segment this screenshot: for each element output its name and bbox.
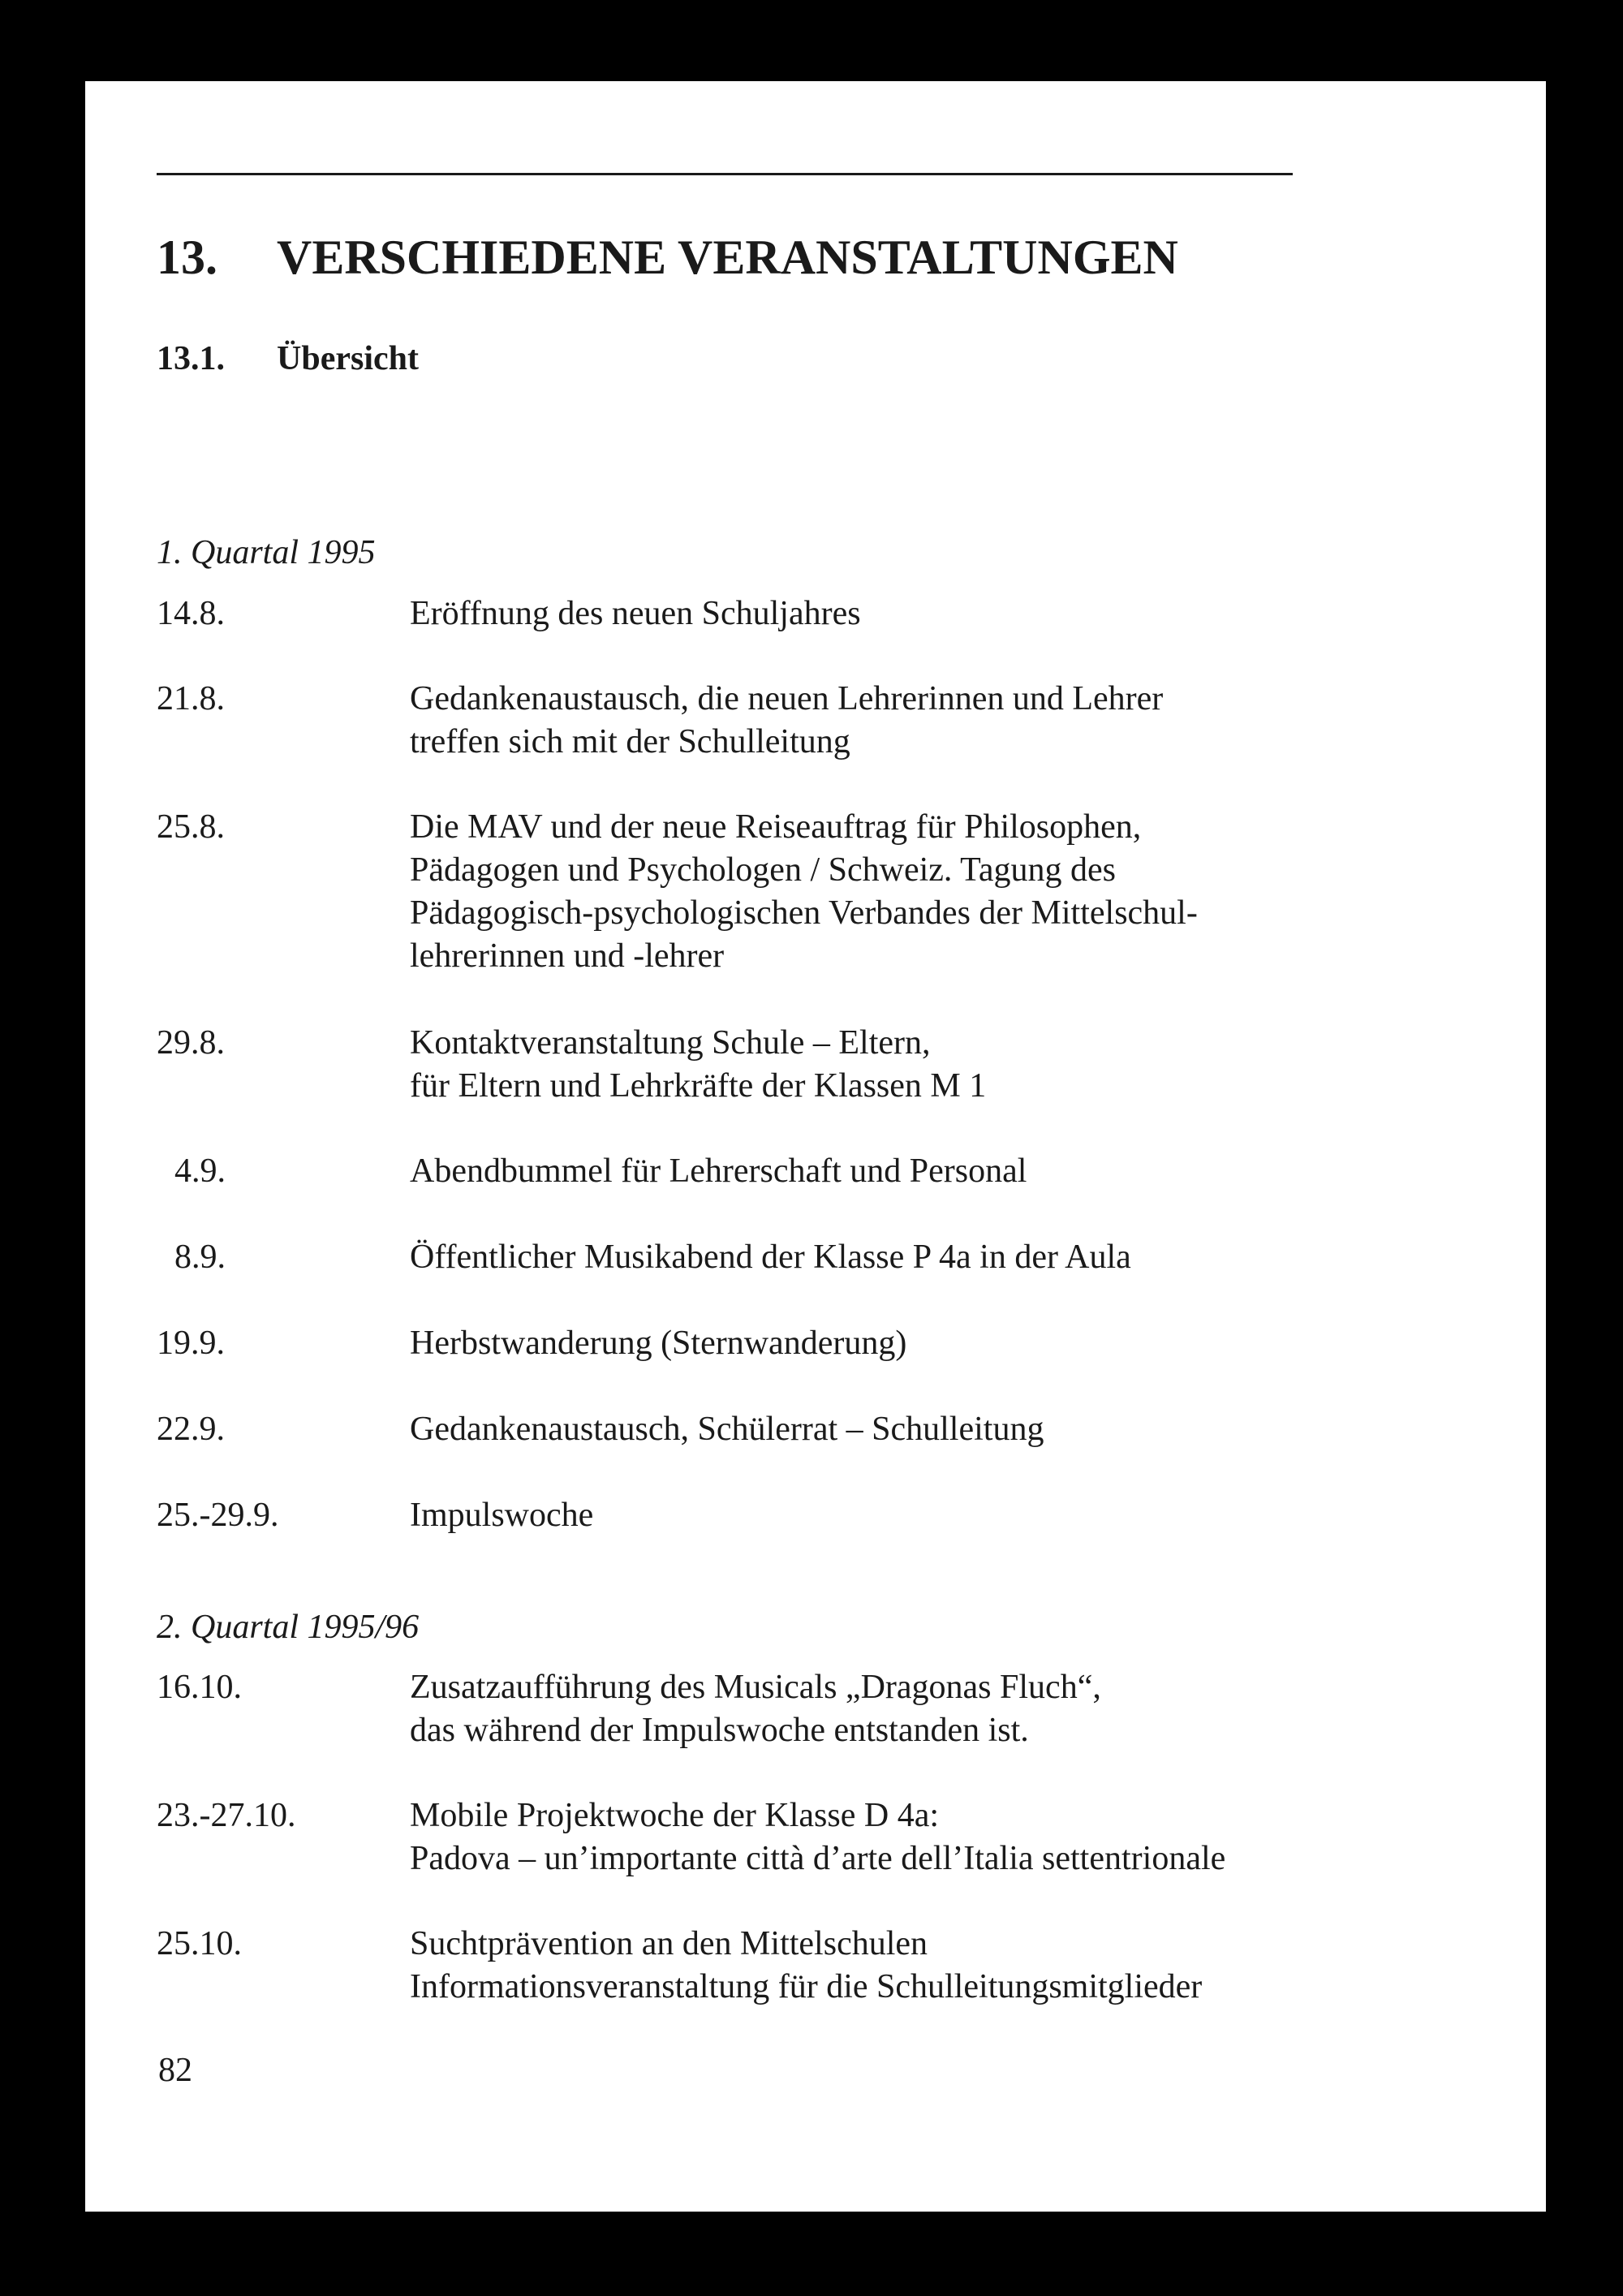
list-item [157,1494,1317,1537]
event-line: Abendbummel für Lehrerschaft und Personal [410,1152,1027,1190]
event-date: 4.9. [174,1152,226,1190]
list-item [157,1794,1317,1880]
quarter-heading: 1. Quartal 1995 [157,534,376,571]
event-date: 22.9. [157,1411,225,1448]
section-number: 13.1. [157,340,225,377]
list-item [157,806,1317,978]
event-line: Öffentlicher Musikabend der Klasse P 4a in der Aula [410,1238,1131,1276]
event-line: das während der Impulswoche entstanden ist. [410,1712,1029,1749]
event-line: Gedankenaustausch, Schülerrat – Schulleitung [410,1411,1044,1448]
list-item [157,1022,1317,1108]
event-line: Pädagogen und Psychologen / Schweiz. Tagung des [410,851,1116,889]
event-line: Kontaktveranstaltung Schule – Eltern, [410,1024,931,1062]
page-sheet [85,81,1546,2212]
chapter-number: 13. [157,230,217,284]
list-item [157,592,1317,635]
event-line: für Eltern und Lehrkräfte der Klassen M 1 [410,1067,987,1105]
event-line: Herbstwanderung (Sternwanderung) [410,1325,907,1362]
event-line: Padova – un’importante città d’arte dell’Italia settentrionale [410,1840,1226,1877]
event-date: 29.8. [157,1024,225,1062]
list-item [157,1322,1317,1365]
event-date: 25.-29.9. [157,1497,279,1534]
list-item [157,1923,1317,2009]
list-item [157,1150,1317,1193]
event-date: 16.10. [157,1669,242,1706]
event-line: lehrerinnen und -lehrer [410,937,725,975]
event-line: Impulswoche [410,1497,594,1534]
event-date: 25.8. [157,808,225,846]
list-item [157,1236,1317,1279]
event-line: Gedankenaustausch, die neuen Lehrerinnen und Lehrer [410,680,1164,717]
event-date: 8.9. [174,1238,226,1276]
event-date: 19.9. [157,1325,225,1362]
event-line: Zusatzaufführung des Musicals „Dragonas Fluch“, [410,1669,1101,1706]
event-line: Mobile Projektwoche der Klasse D 4a: [410,1797,940,1834]
list-item [157,1408,1317,1451]
event-date: 21.8. [157,680,225,717]
event-date: 25.10. [157,1925,242,1962]
event-line: Die MAV und der neue Reiseauftrag für Philosophen, [410,808,1142,846]
chapter-heading [157,230,1178,284]
header-rule [157,173,1293,175]
list-item [157,678,1317,764]
page-number: 82 [158,2052,192,2089]
chapter-title: VERSCHIEDENE VERANSTALTUNGEN [277,230,1178,284]
event-line: Pädagogisch-psychologischen Verbandes der Mittelschul- [410,894,1198,932]
section-title: Übersicht [277,340,419,377]
event-line: Eröffnung des neuen Schuljahres [410,595,861,632]
list-item [157,1666,1317,1752]
section-heading [157,342,419,376]
event-line: Informationsveranstaltung für die Schulleitungsmitglieder [410,1968,1203,2005]
event-date: 14.8. [157,595,225,632]
event-line: treffen sich mit der Schulleitung [410,723,850,760]
event-line: Suchtprävention an den Mittelschulen [410,1925,928,1962]
event-date: 23.-27.10. [157,1797,296,1834]
quarter-heading: 2. Quartal 1995/96 [157,1609,420,1646]
